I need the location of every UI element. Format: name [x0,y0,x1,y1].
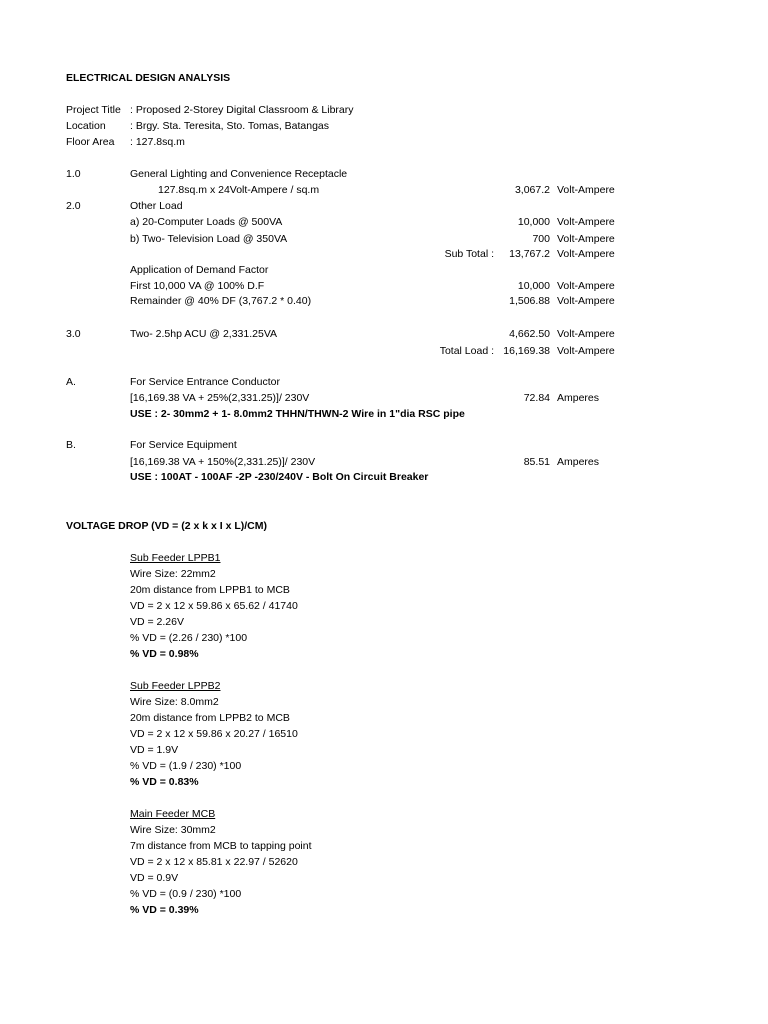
section-2-item-a-value: 10,000 [517,216,550,228]
feeder-3-name: Main Feeder MCB [130,808,216,820]
feeder-3-wire: Wire Size: 30mm2 [130,824,216,836]
total-load-unit: Volt-Ampere [557,345,615,357]
section-b-use: USE : 100AT - 100AF -2P -230/240V - Bolt On Circuit Breaker [130,471,429,483]
section-b-letter: B. [66,439,76,451]
feeder-1-distance: 20m distance from LPPB1 to MCB [130,584,290,596]
feeder-1-pct-calc: % VD = (2.26 / 230) *100 [130,632,248,644]
location-label: Location [66,120,106,132]
demand-factor-first-unit: Volt-Ampere [557,280,615,292]
feeder-3-pct-calc: % VD = (0.9 / 230) *100 [130,888,242,900]
project-title-value: : Proposed 2-Storey Digital Classroom & Library [130,104,354,116]
section-2-item-a: a) 20-Computer Loads @ 500VA [130,216,283,228]
demand-factor-remainder-unit: Volt-Ampere [557,295,615,307]
feeder-1-pct: % VD = 0.98% [130,648,199,660]
section-a-unit: Amperes [557,392,600,404]
demand-factor-remainder-value: 1,506.88 [509,295,550,307]
section-b-heading: For Service Equipment [130,439,237,451]
section-3-number: 3.0 [66,328,81,340]
floor-area-value: : 127.8sq.m [130,136,185,148]
section-b-formula: [16,169.38 VA + 150%(2,331.25)]/ 230V [130,456,316,468]
feeder-1-name: Sub Feeder LPPB1 [130,552,221,564]
feeder-1-calc: VD = 2 x 12 x 59.86 x 65.62 / 41740 [130,600,298,612]
floor-area-label: Floor Area [66,136,115,148]
section-1-formula: 127.8sq.m x 24Volt-Ampere / sq.m [158,184,320,196]
section-a-value: 72.84 [523,392,550,404]
feeder-3-calc: VD = 2 x 12 x 85.81 x 22.97 / 52620 [130,856,298,868]
section-3-value: 4,662.50 [509,328,550,340]
section-a-heading: For Service Entrance Conductor [130,376,280,388]
demand-factor-remainder: Remainder @ 40% DF (3,767.2 * 0.40) [130,295,312,307]
feeder-3-pct: % VD = 0.39% [130,904,199,916]
section-b-unit: Amperes [557,456,600,468]
feeder-2-distance: 20m distance from LPPB2 to MCB [130,712,290,724]
feeder-2-calc: VD = 2 x 12 x 59.86 x 20.27 / 16510 [130,728,298,740]
total-load-value: 16,169.38 [503,345,550,357]
subtotal-label: Sub Total : [444,248,494,260]
section-a-use: USE : 2- 30mm2 + 1- 8.0mm2 THHN/THWN-2 Wire in 1"dia RSC pipe [130,408,465,420]
section-3-unit: Volt-Ampere [557,328,615,340]
subtotal-value: 13,767.2 [509,248,550,260]
section-a-letter: A. [66,376,76,388]
section-2-item-b-unit: Volt-Ampere [557,233,615,245]
subtotal-unit: Volt-Ampere [557,248,615,260]
section-2-heading: Other Load [130,200,183,212]
section-2-number: 2.0 [66,200,81,212]
feeder-1-vd: VD = 2.26V [130,616,184,628]
feeder-3-vd: VD = 0.9V [130,872,179,884]
voltage-drop-title: VOLTAGE DROP (VD = (2 x k x I x L)/CM) [66,520,267,532]
section-2-item-b: b) Two- Television Load @ 350VA [130,233,288,245]
demand-factor-first-value: 10,000 [517,280,550,292]
total-load-label: Total Load : [439,345,494,357]
feeder-2-name: Sub Feeder LPPB2 [130,680,221,692]
feeder-1-wire: Wire Size: 22mm2 [130,568,216,580]
section-1-number: 1.0 [66,168,81,180]
section-b-value: 85.51 [523,456,550,468]
feeder-2-wire: Wire Size: 8.0mm2 [130,696,219,708]
section-1-heading: General Lighting and Convenience Receptacle [130,168,348,180]
section-a-formula: [16,169.38 VA + 25%(2,331.25)]/ 230V [130,392,310,404]
section-3-heading: Two- 2.5hp ACU @ 2,331.25VA [130,328,278,340]
feeder-2-pct: % VD = 0.83% [130,776,199,788]
feeder-3-distance: 7m distance from MCB to tapping point [130,840,312,852]
demand-factor-heading: Application of Demand Factor [130,264,269,276]
document-title: ELECTRICAL DESIGN ANALYSIS [66,72,231,84]
demand-factor-first: First 10,000 VA @ 100% D.F [130,280,265,292]
feeder-2-pct-calc: % VD = (1.9 / 230) *100 [130,760,242,772]
feeder-2-vd: VD = 1.9V [130,744,179,756]
project-title-label: Project Title [66,104,121,116]
location-value: : Brgy. Sta. Teresita, Sto. Tomas, Batangas [130,120,330,132]
section-1-unit: Volt-Ampere [557,184,615,196]
section-2-item-a-unit: Volt-Ampere [557,216,615,228]
section-2-item-b-value: 700 [532,233,550,245]
section-1-value: 3,067.2 [514,184,550,196]
